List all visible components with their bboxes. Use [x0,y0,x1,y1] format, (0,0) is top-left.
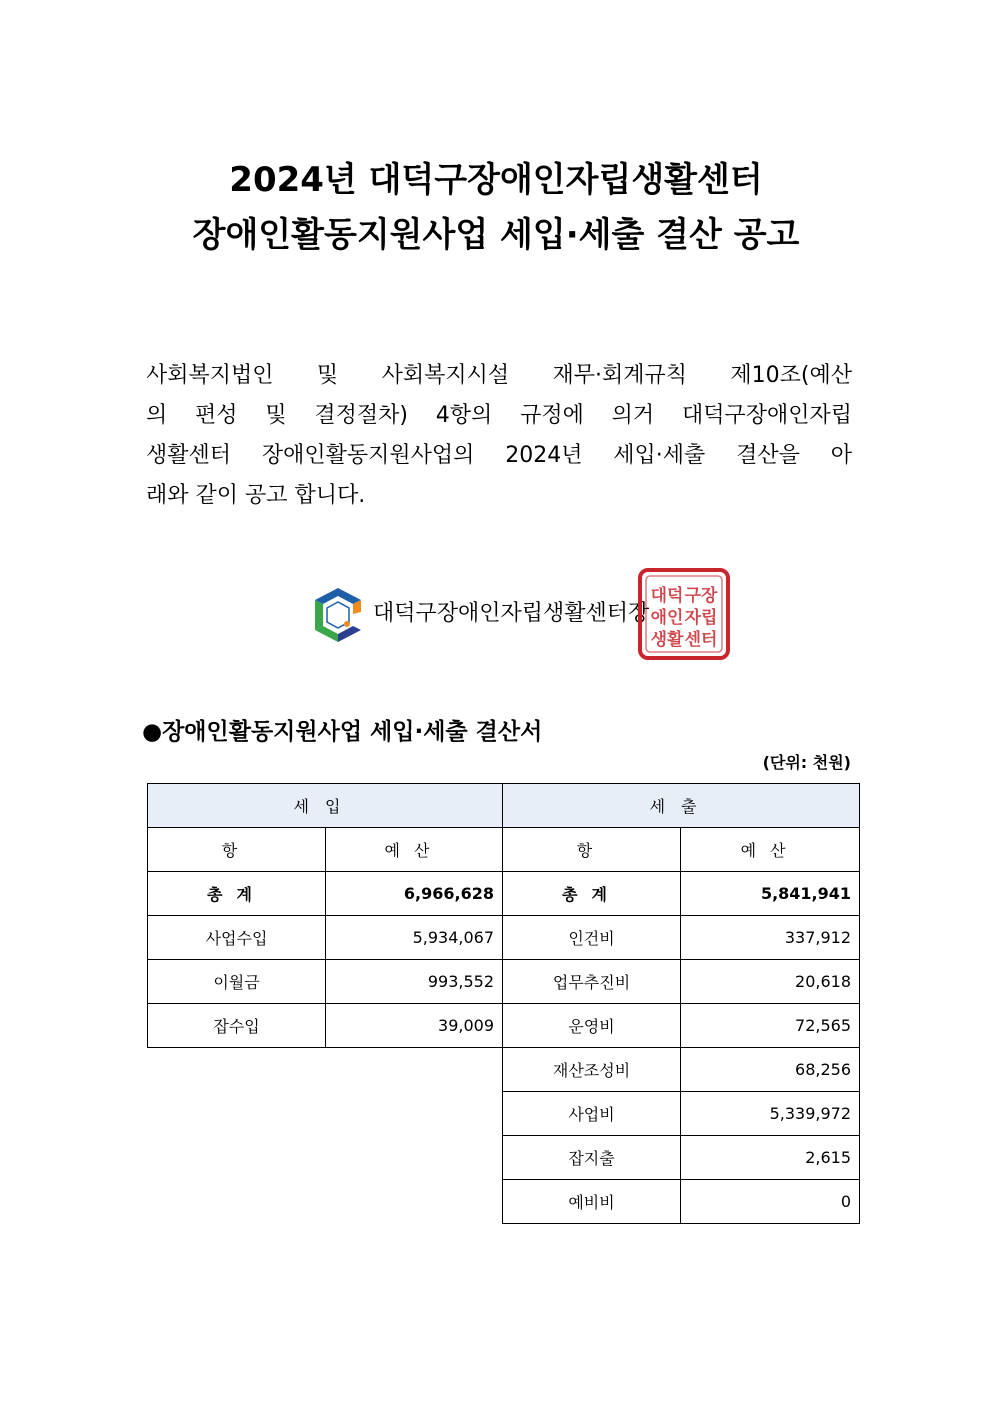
expense-item-value: 20,618 [681,960,860,1004]
table-row [148,1180,860,1224]
expense-item-value: 337,912 [681,916,860,960]
table-subheader-row [148,828,860,872]
svg-text:생활: 생활 [650,630,684,650]
expense-item-label: 재산조성비 [503,1048,681,1092]
revenue-item-header: 항 [148,828,326,872]
expense-total-value: 5,841,941 [681,872,860,916]
expense-item-value: 68,256 [681,1048,860,1092]
svg-text:자립: 자립 [684,608,718,628]
center-logo-icon [313,586,363,642]
settlement-table [147,783,860,1224]
revenue-total-value: 6,966,628 [326,872,503,916]
svg-text:센터: 센터 [684,630,718,650]
revenue-item-value: 5,934,067 [326,916,503,960]
paragraph-line: 생활센터 장애인활동지원사업의 2024년 세입·세출 결산을 아 [146,443,852,468]
revenue-item-label: 사업수입 [148,916,326,960]
svg-text:애인: 애인 [650,608,684,628]
revenue-item-label: 잡수입 [148,1004,326,1048]
expense-item-label: 운영비 [503,1004,681,1048]
expense-item-header: 항 [503,828,681,872]
svg-text:대덕: 대덕 [650,586,684,606]
unit-label: (단위: 천원) [762,753,851,772]
revenue-item-label: 이월금 [148,960,326,1004]
expense-item-label: 업무추진비 [503,960,681,1004]
paragraph-line: 래와 같이 공고 합니다. [146,483,366,508]
official-seal-icon [637,567,731,661]
revenue-total-label: 총계 [148,872,326,916]
expense-header: 세출 [503,784,860,828]
table-total-row [148,872,860,916]
expense-item-value: 0 [681,1180,860,1224]
empty-cell [148,1092,503,1136]
table-header-row [148,784,860,828]
notice-paragraph [146,356,852,516]
table-row [148,916,860,960]
paragraph-line: 의 편성 및 결정절차) 4항의 규정에 의거 대덕구장애인자립 [146,403,852,428]
svg-text:구장: 구장 [684,586,718,606]
empty-cell [148,1180,503,1224]
table-row [148,1092,860,1136]
revenue-item-value: 993,552 [326,960,503,1004]
revenue-item-value: 39,009 [326,1004,503,1048]
organization-head-name: 대덕구장애인자립생활센터장 [373,601,650,626]
section-title: ●장애인활동지원사업 세입·세출 결산서 [142,719,543,745]
revenue-budget-header: 예산 [326,828,503,872]
table-row [148,1048,860,1092]
expense-budget-header: 예산 [681,828,860,872]
expense-item-value: 2,615 [681,1136,860,1180]
expense-item-value: 72,565 [681,1004,860,1048]
page-title-line1: 2024년 대덕구장애인자립생활센터 [229,160,763,200]
expense-item-label: 인건비 [503,916,681,960]
table-row [148,960,860,1004]
empty-cell [148,1048,503,1092]
paragraph-line: 사회복지법인 및 사회복지시설 재무·회계규칙 제10조(예산 [146,363,852,388]
table-row [148,1004,860,1048]
expense-item-value: 5,339,972 [681,1092,860,1136]
page-title-line2: 장애인활동지원사업 세입·세출 결산 공고 [192,215,800,255]
expense-item-label: 예비비 [503,1180,681,1224]
expense-item-label: 사업비 [503,1092,681,1136]
expense-item-label: 잡지출 [503,1136,681,1180]
revenue-header: 세입 [148,784,503,828]
expense-total-label: 총계 [503,872,681,916]
empty-cell [148,1136,503,1180]
table-row [148,1136,860,1180]
